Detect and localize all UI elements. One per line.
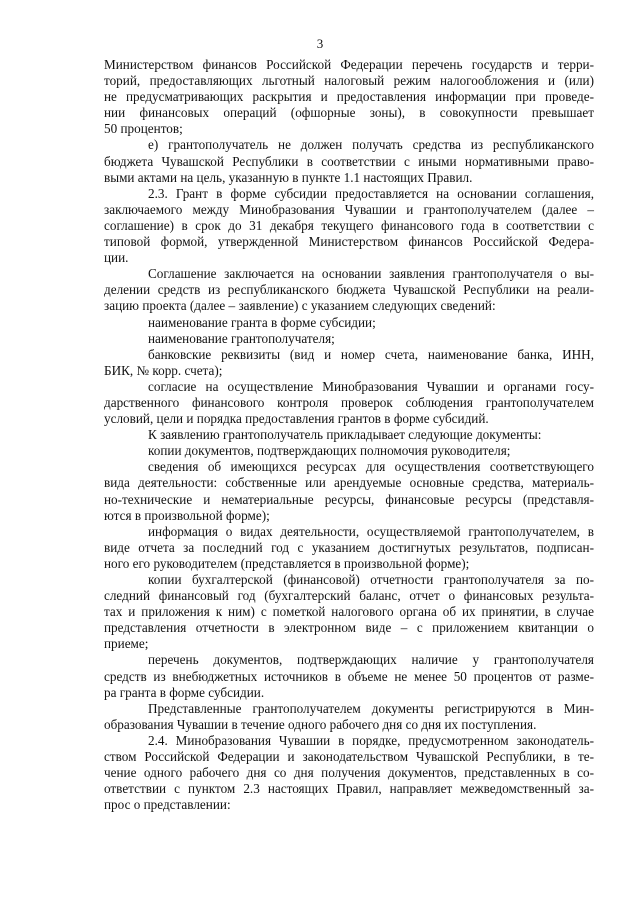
paragraph-13-line-1: средств из внебюджетных источников в объеме не менее 50 процентов от разме- <box>104 668 594 684</box>
paragraph-5-line-0: наименование грантополучателя; <box>148 330 335 346</box>
paragraph-12-line-2: тах и приложения к ним) с пометкой налогового органа об их принятии, в случае <box>104 604 594 620</box>
paragraph-12-line-3: представления отчетности в электронном виде – с приложением квитанции о <box>104 620 594 636</box>
paragraph-12-line-0: копии бухгалтерской (финансовой) отчетности грантополучателя за по- <box>148 572 594 587</box>
paragraph-6-line-0: банковские реквизиты (вид и номер счета, наименование банка, ИНН, <box>148 346 594 362</box>
paragraph-12-line-1: следний финансовый год (бухгалтерский баланс, отчет о финансовых результа- <box>104 588 594 604</box>
paragraph-8-line-0: К заявлению грантополучатель прикладывает следующие документы: <box>148 427 542 443</box>
paragraph-10-line-3: ются в произвольной форме); <box>104 507 270 523</box>
page-number: 3 <box>316 36 324 51</box>
paragraph-15-line-0: 2.4. Минобразования Чувашии в порядке, предусмотренном законодатель- <box>148 732 594 748</box>
paragraph-6-line-1: БИК, № корр. счета); <box>104 362 223 378</box>
paragraph-7-line-2: условий, цели и порядка предоставления грантов в форме субсидий. <box>104 411 489 427</box>
paragraph-2-line-0: 2.3. Грант в форме субсидии предоставляется на основании соглашения, <box>148 185 594 201</box>
paragraph-11-line-1: виде отчета за последний год с указанием достигнутых результатов, подписан- <box>104 539 594 555</box>
document-body <box>104 57 594 813</box>
paragraph-2-line-4: ции. <box>104 250 129 266</box>
paragraph-10-line-2: но-технические и нематериальные ресурсы, финансовые ресурсы (представля- <box>104 491 594 507</box>
paragraph-12-line-4: приеме; <box>104 636 149 652</box>
paragraph-0-line-0: Министерством финансов Российской Федерации перечень государств и терри- <box>104 57 594 72</box>
paragraph-15-line-1: ством Российской Федерации и законодательством Чувашской Республики, в те- <box>104 749 594 765</box>
paragraph-1-line-2: выми актами на цель, указанную в пункте 1.1 настоящих Правил. <box>104 169 473 185</box>
paragraph-2-line-1: заключаемого между Минобразования Чувашии и грантополучателем (далее – <box>104 201 594 217</box>
paragraph-3-line-1: делении средств из республиканского бюджета Чувашской Республики на реали- <box>104 282 594 298</box>
paragraph-0-line-1: торий, предоставляющих льготный налоговый режим налогообложения и (или) <box>104 73 594 89</box>
paragraph-11-line-2: ного его руководителем (представляется в произвольной форме); <box>104 555 470 571</box>
paragraph-9-line-0: копии документов, подтверждающих полномочия руководителя; <box>148 443 511 459</box>
paragraph-0-line-3: нии финансовых операций (офшорные зоны), в совокупности превышает <box>104 105 594 121</box>
paragraph-15-line-2: чение одного рабочего дня со дня получения документов, представленных в со- <box>104 765 594 781</box>
paragraph-10-line-1: вида деятельности: собственные или арендуемые основные средства, материаль- <box>104 475 594 491</box>
paragraph-13-line-0: перечень документов, подтверждающих наличие у грантополучателя <box>148 652 594 668</box>
paragraph-2-line-2: соглашение) в срок до 31 декабря текущего финансового года в соответствии с <box>104 217 594 233</box>
paragraph-14-line-0: Представленные грантополучателем документы регистрируются в Мин- <box>148 700 594 716</box>
paragraph-0-line-2: не предусматривающих раскрытия и предоставления информации при проведе- <box>104 89 594 105</box>
paragraph-1-line-0: е) грантополучатель не должен получать средства из республиканского <box>148 137 594 153</box>
paragraph-11-line-0: информация о видах деятельности, осуществляемой грантополучателем, в <box>148 523 594 539</box>
paragraph-15-line-3: ответствии с пунктом 2.3 настоящих Правил, направляет межведомственный за- <box>104 781 594 797</box>
paragraph-13-line-2: ра гранта в форме субсидии. <box>104 684 265 700</box>
paragraph-0-line-4: 50 процентов; <box>104 121 183 137</box>
paragraph-14-line-1: образования Чувашии в течение одного рабочего дня со дня их поступления. <box>104 716 537 732</box>
paragraph-3-line-2: зацию проекта (далее – заявление) с указанием следующих сведений: <box>104 298 496 314</box>
paragraph-4-line-0: наименование гранта в форме субсидии; <box>148 314 376 330</box>
paragraph-10-line-0: сведения об имеющихся ресурсах для осуществления соответствующего <box>148 459 594 475</box>
paragraph-15-line-4: прос о представлении: <box>104 797 231 813</box>
paragraph-2-line-3: типовой формой, утвержденной Министерством финансов Российской Федера- <box>104 234 594 250</box>
paragraph-1-line-1: бюджета Чувашской Республики в соответствии с иными нормативными право- <box>104 153 594 169</box>
paragraph-7-line-0: согласие на осуществление Минобразования Чувашии и органами госу- <box>148 378 594 394</box>
paragraph-3-line-0: Соглашение заключается на основании заявления грантополучателя о вы- <box>148 266 594 282</box>
paragraph-7-line-1: дарственного финансового контроля проверок соблюдения грантополучателем <box>104 394 594 410</box>
